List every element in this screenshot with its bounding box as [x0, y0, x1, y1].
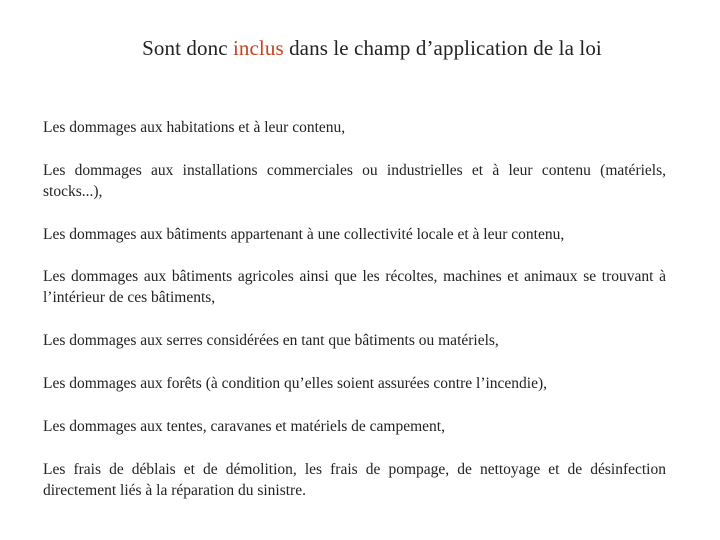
- list-item: Les dommages aux serres considérées en tant que bâtiments ou matériels,: [43, 332, 499, 349]
- list-item: Les dommages aux installations commerciales ou industrielles et à leur contenu (matériels, stocks...),: [43, 162, 666, 200]
- list-item: Les dommages aux habitations et à leur contenu,: [43, 119, 346, 136]
- title-before: Sont donc: [142, 36, 233, 60]
- list-item: Les frais de déblais et de démolition, les frais de pompage, de nettoyage et de désinfection directement liés à la réparation du sinistre.: [43, 461, 666, 499]
- list-item: Les dommages aux tentes, caravanes et matériels de campement,: [43, 418, 445, 435]
- title-highlight: inclus: [232, 36, 284, 60]
- page-title: [0, 36, 720, 61]
- list-item: Les dommages aux bâtiments agricoles ainsi que les récoltes, machines et animaux se trouvant à l’intérieur de ces bâtiments,: [43, 268, 666, 306]
- title-after: dans le champ d’application de la loi: [283, 36, 602, 60]
- list-item: Les dommages aux bâtiments appartenant à une collectivité locale et à leur contenu,: [43, 226, 565, 243]
- list-item: Les dommages aux forêts (à condition qu’elles soient assurées contre l’incendie),: [43, 375, 548, 392]
